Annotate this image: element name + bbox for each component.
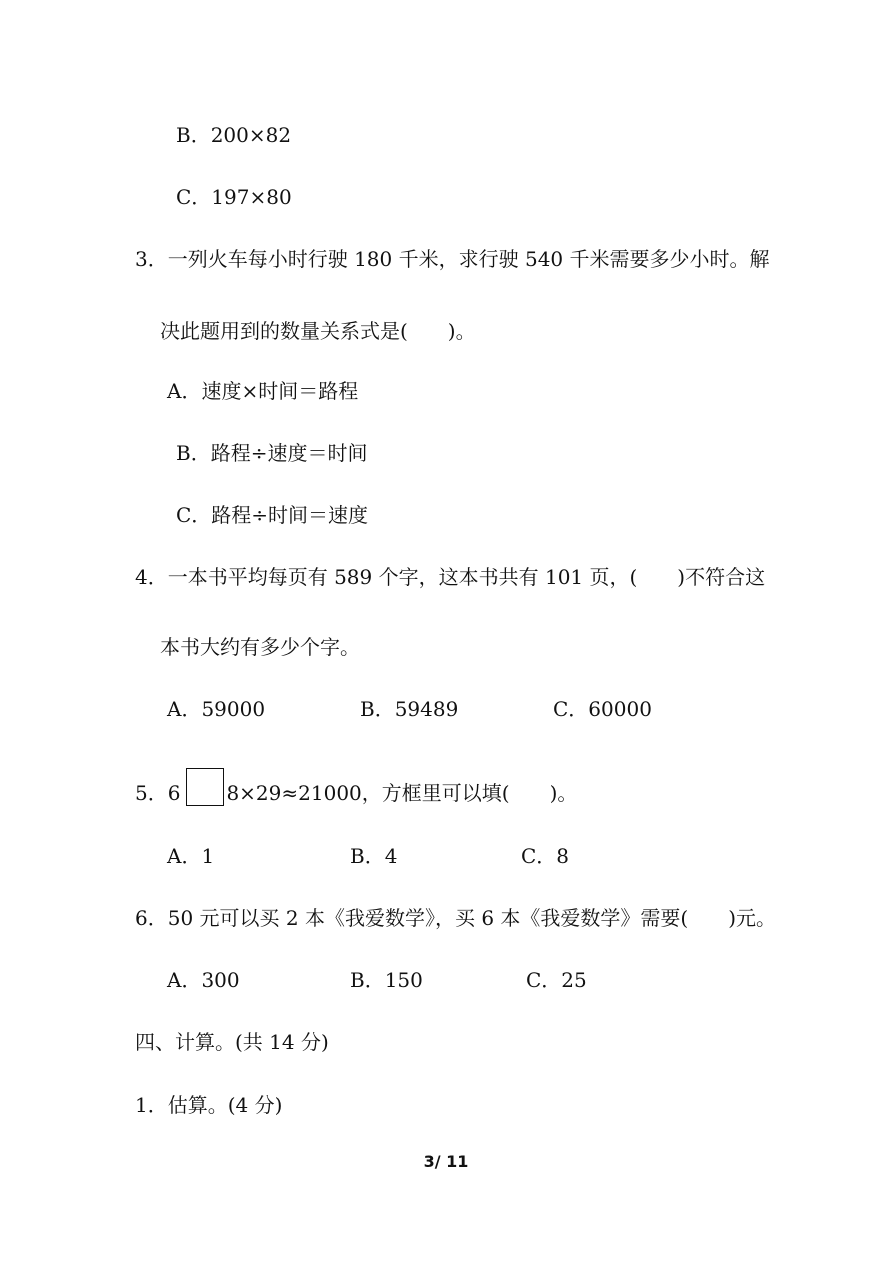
answer-box xyxy=(186,768,224,806)
q5-stem-suffix: 8×29≈21000，方框里可以填( )。 xyxy=(226,781,578,805)
q5-option-c: C．8 xyxy=(521,844,570,868)
subsection-title: 1．估算。(4 分) xyxy=(135,1093,283,1117)
q5-option-a: A．1 xyxy=(167,844,215,868)
q3-stem-line2: 决此题用到的数量关系式是( )。 xyxy=(160,319,476,343)
q4-stem-line2: 本书大约有多少个字。 xyxy=(160,635,360,659)
q3-option-c: C．路程÷时间＝速度 xyxy=(176,503,369,527)
q3-stem-line1: 3．一列火车每小时行驶 180 千米，求行驶 540 千米需要多少小时。解 xyxy=(135,247,770,271)
q6-option-a: A．300 xyxy=(167,968,240,992)
q3-option-b: B．路程÷速度＝时间 xyxy=(176,441,368,465)
q6-option-b: B．150 xyxy=(350,968,423,992)
q4-stem-line1: 4．一本书平均每页有 589 个字，这本书共有 101 页，( )不符合这 xyxy=(135,565,766,589)
q4-option-b: B．59489 xyxy=(360,697,459,721)
q5-stem xyxy=(135,768,577,806)
q6-option-c: C．25 xyxy=(526,968,587,992)
q2-option-c: C．197×80 xyxy=(176,185,292,209)
q2-option-b: B．200×82 xyxy=(176,123,292,147)
q5-stem-prefix: 5．6 xyxy=(135,781,181,805)
q6-stem: 6．50 元可以买 2 本《我爱数学》，买 6 本《我爱数学》需要( )元。 xyxy=(135,906,777,930)
q5-option-b: B．4 xyxy=(350,844,398,868)
q4-option-a: A．59000 xyxy=(167,697,266,721)
section-title: 四、计算。(共 14 分) xyxy=(135,1030,329,1054)
page-number: 3/ 11 xyxy=(423,1152,469,1171)
q3-option-a: A．速度×时间＝路程 xyxy=(167,379,359,403)
q4-option-c: C．60000 xyxy=(553,697,652,721)
